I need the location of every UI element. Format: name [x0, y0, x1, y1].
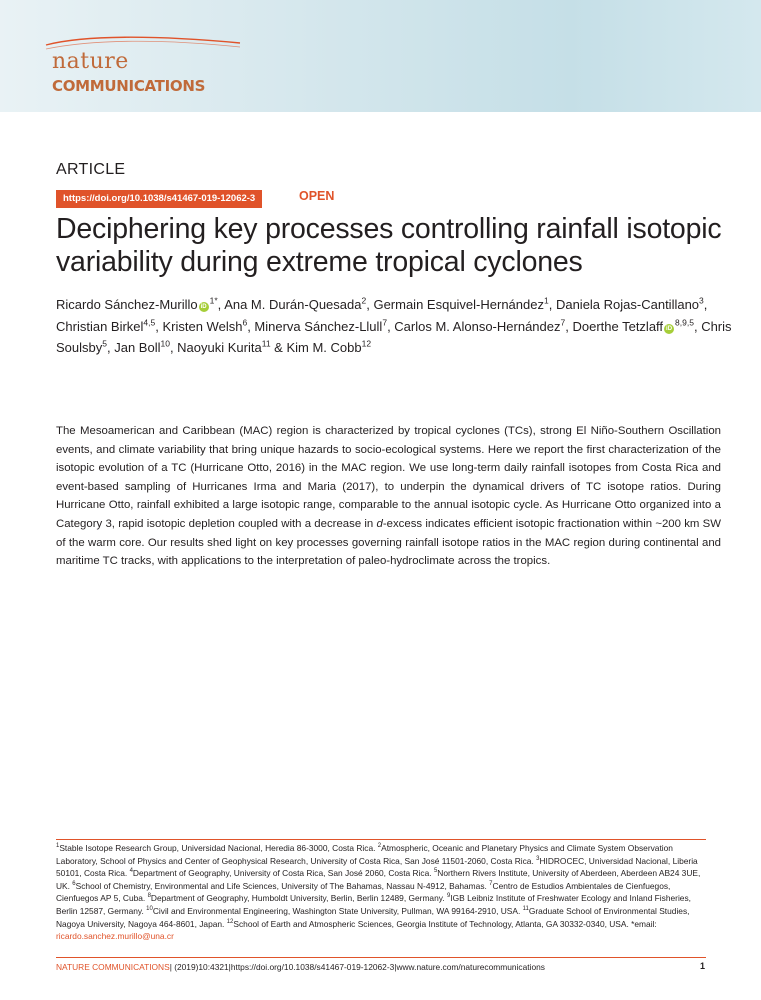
affiliation-number: 9 [446, 893, 451, 900]
affiliation-text: Department of Geography, University of Costa Rica, San José 2060, Costa Rica. [132, 868, 434, 879]
affiliation-text: School of Chemistry, Environmental and Life Sciences, University of The Bahamas, Nassau N-4912, Bahamas. [75, 880, 490, 891]
author-affiliation-marker: 5 [102, 338, 107, 349]
article-type-label: ARTICLE [56, 161, 126, 178]
affiliation-text: Civil and Environmental Engineering, Washington State University, Pullman, WA 99164-2910, USA. [152, 905, 523, 916]
affiliation-number: 6 [72, 880, 76, 887]
author-affiliation-marker: 4,5 [143, 317, 156, 328]
footer-journal-name: NATURE COMMUNICATIONS [56, 962, 170, 972]
page-footer [56, 962, 545, 972]
affiliation-number: 8 [147, 893, 151, 900]
open-access-label: OPEN [299, 189, 335, 203]
affiliation-number: 11 [522, 906, 529, 913]
affiliation-number: 3 [536, 855, 540, 862]
author-name: Christian Birkel [56, 318, 144, 334]
journal-logo[interactable] [44, 33, 244, 101]
author-affiliation-marker: 3 [699, 295, 704, 306]
affiliation-number: 12 [226, 918, 234, 925]
footer-divider [56, 957, 706, 958]
author-name: Kristen Welsh [162, 318, 243, 334]
author-name: Carlos M. Alonso-Hernández [394, 318, 561, 334]
logo-communications-text: COMMUNICATIONS [52, 77, 206, 95]
affiliation-number: 10 [146, 906, 153, 913]
affiliation-text: Graduate School of Environmental Studies, Nagoya University, Nagoya 464-8601, Japan. [56, 905, 690, 929]
abstract [56, 422, 721, 571]
email-link[interactable]: ricardo.sanchez.murillo@una.cr [56, 931, 174, 942]
affiliation-text: Department of Geography, Humboldt University, Berlin, Berlin 12489, Germany. [150, 893, 447, 904]
affiliation-number: 7 [489, 880, 493, 887]
abstract-italic: d [376, 517, 383, 530]
author-name: Germain Esquivel-Hernández [373, 297, 544, 312]
author-affiliation-marker: 2 [361, 295, 367, 306]
affiliation-number: 5 [433, 868, 438, 875]
author-affiliation-marker: 1* [209, 295, 218, 306]
author-affiliation-marker: 7 [382, 317, 388, 328]
author-list: Ricardo Sánchez-Murillo $iD^{1*}$, Ana M. Durán-Quesada$^2$, Germain Esquivel-Hernández$^1$, Daniela Rojas-Cantillano$^3$, Christian Birkel$^{4,5}$, Kristen Welsh$^6$, Minerva Sánchez-Llull$^7$, Carlos M. Alonso-Hernández$^7$, Doerthe Tetzlaff iD$^{8,9,5}$, Chris Soulsby$^5$, Jan Boll$^{10}$, Naoyuki Kurita$^{11}$ & Kim M. Cobb$^{12}$ [56, 295, 732, 355]
affiliation-text: School of Earth and Atmospheric Sciences, Georgia Institute of Technology, Atlanta, GA 30332-0340, USA. [233, 918, 632, 929]
author-affiliation-marker: 8,9,5 [675, 317, 694, 328]
author-name: Doerthe Tetzlaff [572, 318, 664, 334]
affiliation-text: IGB Leibniz Institute of Freshwater Ecology and Inland Fisheries, Berlin 12587, Germany. [56, 893, 691, 916]
article-title: Deciphering key processes controlling rainfall isotopic variability during extreme tropical cyclones [56, 213, 722, 278]
affiliation-text: HIDROCEC, Universidad Nacional, Liberia 50101, Costa Rica. [56, 855, 698, 879]
affiliation-text: Centro de Estudios Ambientales de Cienfuegos, Cienfuegos AP 5, Cuba. [56, 880, 671, 904]
author-name: Jan Boll [114, 340, 161, 355]
author-affiliation-marker: 11 [261, 338, 271, 349]
author-name: Chris Soulsby [56, 318, 732, 355]
abstract-text-1: The Mesoamerican and Caribbean (MAC) region is characterized by tropical cyclones (TCs), strong El Niño-Southern Oscillation events, and climate variability that bring unique hazards to socio-ecological systems. Here we report the first characterization of the isotopic evolution of a TC (Hurricane Otto, 2016) in the MAC region. We use long-term daily rainfall isotopes from Costa Rica and event-based sampling of Hurricanes Irma and Maria (2017), to underpin the dynamical drivers of TC isotope ratios. During Hurricane Otto, rainfall exhibited a large isotopic range, comparable to the annual isotopic cycle. As Hurricane Otto organized into a Category 3, rapid isotopic depletion coupled with a decrease in [56, 425, 721, 530]
email-label: *email: [631, 918, 657, 929]
author-affiliation-marker: 1 [543, 295, 549, 306]
orcid-icon[interactable]: iD [666, 325, 673, 332]
orcid-icon[interactable]: iD [200, 304, 207, 310]
footer-citation: | (2019)10:4321|https://doi.org/10.1038/s41467-019-12062-3|www.nature.com/naturecommunications [169, 962, 545, 972]
author-name: Minerva Sánchez-Llull [254, 318, 383, 334]
page-number: 1 [699, 961, 705, 971]
author-name: Ana M. Durán-Quesada [224, 297, 362, 312]
affiliation-text: Atmospheric, Oceanic and Planetary Physics and Climate System Observation Laboratory, School of Physics and Center of Geophysical Research, University of Costa Rica, San José 11501-2060, Costa Rica. [56, 843, 673, 866]
author-affiliation-marker: 10 [160, 338, 170, 349]
affiliation-text: Northern Rivers Institute, University of Aberdeen, Aberdeen AB24 3UE, UK. [56, 868, 701, 891]
affiliation-list [56, 843, 700, 929]
affiliation-number: 2 [377, 843, 382, 850]
affiliation-number: 1 [56, 843, 60, 850]
doi-link[interactable]: https://doi.org/10.1038/s41467-019-12062-3 [56, 190, 262, 208]
affiliation-number: 4 [129, 868, 133, 875]
author-affiliation-marker: 12 [361, 338, 372, 349]
affiliation-text: Stable Isotope Research Group, Universidad Nacional, Heredia 86-3000, Costa Rica. [59, 843, 378, 853]
author-affiliation-marker: 6 [242, 317, 248, 328]
logo-nature-text: nature [52, 49, 129, 74]
author-name: Kim M. Cobb [286, 340, 362, 355]
affiliations-divider [56, 839, 706, 840]
affiliations [56, 842, 711, 943]
author-affiliation-marker: 7 [560, 317, 566, 328]
author-name: Daniela Rojas-Cantillano [555, 297, 700, 312]
author-name: Ricardo Sánchez-Murillo [56, 297, 198, 312]
author-name: Naoyuki Kurita [177, 340, 262, 355]
abstract-text-2: -excess indicates efficient isotopic fractionation within ~200 km SW of the warm core. Our results shed light on key processes governing rainfall isotope ratios in the MAC region during continental and maritime TC tracks, with applications to the interpretation of paleo-hydroclimate across the tropics. [56, 517, 721, 568]
